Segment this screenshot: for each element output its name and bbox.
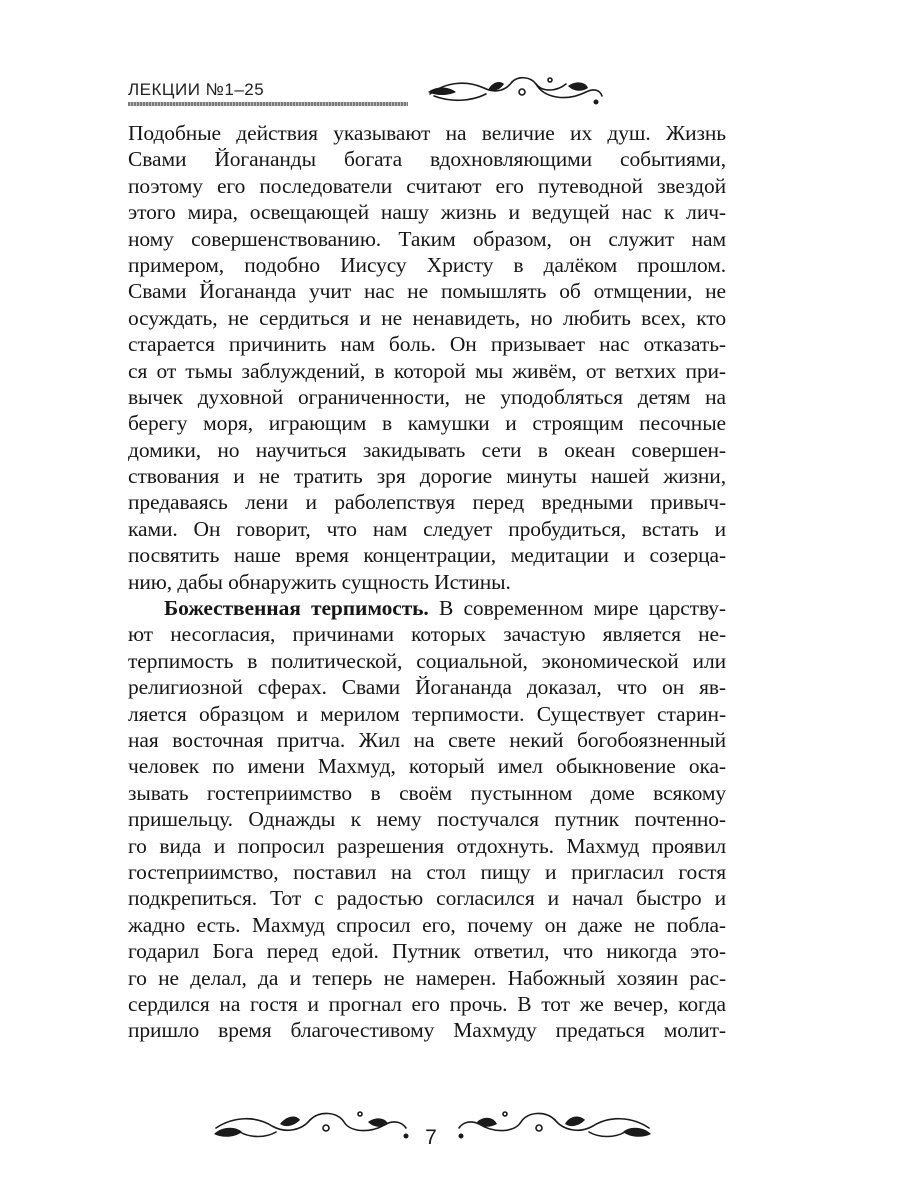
text-line: берегу моря, играющим в камушки и строящим песочные	[128, 411, 726, 436]
text-line: примером, подобно Иисусу Христу в далёком прошлом.	[128, 252, 726, 277]
text-line: го не делал, да и теперь не намерен. Набожный хозяин рас-	[128, 965, 726, 990]
ornament-flourish-left-icon	[210, 1104, 410, 1144]
running-head: ЛЕКЦИИ №1–25	[128, 80, 265, 99]
text-line: старается причинить нам боль. Он призывает нас отказать-	[128, 332, 726, 357]
section-heading: Божественная терпимость.	[164, 596, 429, 621]
text-line: гостеприимство, поставил на стол пищу и пригласил гостя	[128, 859, 726, 884]
text-line: домики, но научиться закидывать сети в океан совершен-	[128, 437, 726, 462]
header-rule	[128, 102, 408, 106]
text-line: человек по имени Махмуд, который имел обыкновение ока-	[128, 754, 726, 779]
text-line: ному совершенствованию. Таким образом, он служит нам	[128, 226, 726, 251]
text-line: ная восточная притча. Жил на свете некий богобоязненный	[128, 727, 726, 752]
text-line: ют несогласия, причинами которых зачастую является не-	[128, 622, 726, 647]
heading-line-rest: В современном мире царству-	[428, 596, 726, 621]
text-line: годарил Бога перед едой. Путник ответил, что никогда это-	[128, 939, 726, 964]
text-line: жадно есть. Махмуд спросил его, почему он даже не побла-	[128, 912, 726, 937]
text-line: Свами Йогананды богата вдохновляющими событиями,	[128, 147, 726, 172]
text-line: пришло время благочестивому Махмуду предаться молит-	[128, 1018, 726, 1043]
page-header	[128, 76, 788, 116]
text-line: сердился на гостя и прогнал его прочь. В тот же вечер, когда	[128, 991, 726, 1016]
text-line: предаваясь лени и раболепствуя перед вредными привыч-	[128, 490, 726, 515]
text-line: ся от тьмы заблуждений, в которой мы живём, от ветхих при-	[128, 358, 726, 383]
text-line: ствования и не тратить зря дорогие минуты нашей жизни,	[128, 464, 726, 489]
text-line: терпимость в политической, социальной, экономической или	[128, 648, 726, 673]
text-line: подкрепиться. Тот с радостью согласился и начал быстро и	[128, 886, 726, 911]
ornament-flourish-icon	[426, 72, 606, 108]
body-text	[128, 120, 726, 1044]
text-line: пришельцу. Однажды к нему постучался путник почтенно-	[128, 807, 726, 832]
text-line: поэтому его последователи считают его путеводной звездой	[128, 173, 726, 198]
text-line: го вида и попросил разрешения отдохнуть. Махмуд проявил	[128, 833, 726, 858]
text-line: религиозной сферах. Свами Йогананда доказал, что он яв-	[128, 675, 726, 700]
text-line: зывать гостеприимство в своём пустынном доме всякому	[128, 780, 726, 805]
paragraph-1	[128, 120, 726, 595]
ornament-flourish-right-icon	[455, 1104, 655, 1144]
page-footer	[0, 1100, 900, 1160]
text-line: нию, дабы обнаружить сущность Истины.	[128, 569, 511, 594]
text-line: посвятить наше время концентрации, медитации и созерца-	[128, 543, 726, 568]
text-line-first	[128, 595, 726, 621]
text-line: осуждать, не сердиться и не ненавидеть, но любить всех, кто	[128, 305, 726, 330]
text-line: Подобные действия указывают на величие их душ. Жизнь	[128, 121, 726, 145]
text-line: ляется образцом и мерилом терпимости. Существует старин-	[128, 701, 726, 726]
paragraph-2	[128, 595, 726, 1044]
text-line: вычек духовной ограниченности, не уподобляться детям на	[128, 384, 726, 409]
text-line: этого мира, освещающей нашу жизнь и ведущей нас к лич-	[128, 200, 726, 225]
text-line: Свами Йогананда учит нас не помышлять об отмщении, не	[128, 279, 726, 304]
page-number: 7	[425, 1126, 437, 1149]
text-line: ками. Он говорит, что нам следует пробудиться, встать и	[128, 516, 726, 541]
